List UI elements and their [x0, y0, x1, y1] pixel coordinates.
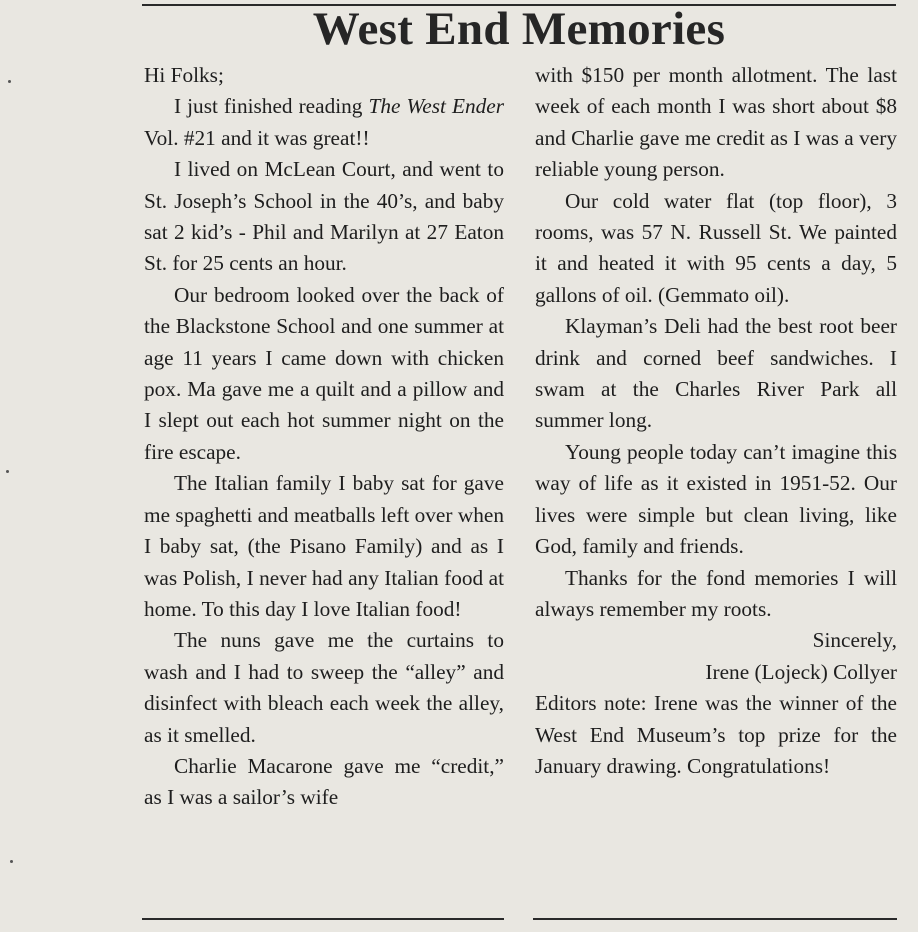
- paragraph: Klayman’s Deli had the best root beer drink and corned beef sandwiches. I swam at the Charles River Park all summer long.: [535, 314, 897, 433]
- paragraph: Our cold water flat (top floor), 3 rooms, was 57 N. Russell St. We painted it and heated it with 95 cents a day, 5 gallons of oil. (Gemmato oil).: [535, 188, 897, 307]
- article-title: West End Memories: [312, 3, 726, 55]
- paragraph: with $150 per month allotment. The last week of each month I was short about $8 and Charlie gave me credit as I was a very reliable young person.: [535, 63, 897, 182]
- paragraph: The nuns gave me the curtains to wash and I had to sweep the “alley” and disinfect with bleach each week the alley, as it smelled.: [144, 628, 504, 747]
- scan-speck: [8, 80, 11, 83]
- bottom-rule-right: [533, 918, 897, 920]
- paragraph: Thanks for the fond memories I will always remember my roots.: [535, 565, 897, 621]
- paragraph: Our bedroom looked over the back of the Blackstone School and one summer at age 11 years I came down with chicken pox. Ma gave me a quilt and a pillow and I slept out each hot summer night on the fire escape.: [144, 282, 504, 464]
- greeting: Hi Folks;: [144, 63, 224, 87]
- scan-speck: [6, 470, 9, 473]
- paragraph: I lived on McLean Court, and went to St. Joseph’s School in the 40’s, and baby sat 2 kid’s - Phil and Marilyn at 27 Eaton St. for 25 cents an hour.: [144, 157, 504, 276]
- left-column: [144, 60, 504, 814]
- publication-name: The West Ender: [368, 94, 505, 119]
- paragraph: Young people today can’t imagine this way of life as it existed in 1951-52. Our lives were simple but clean living, like God, family and friends.: [535, 439, 897, 559]
- closing: Sincerely,: [812, 628, 897, 653]
- scan-speck: [10, 860, 13, 863]
- editors-note: Editors note: Irene was the winner of the West End Museum’s top prize for the January drawing. Congratulations!: [535, 691, 897, 778]
- paragraph: Charlie Macarone gave me “credit,” as I was a sailor’s wife: [144, 753, 504, 810]
- right-column: [535, 60, 897, 782]
- paragraph: I just finished reading The West Ender Vol. #21 and it was great!!: [144, 94, 505, 150]
- bottom-rule-left: [142, 918, 504, 920]
- signature: Irene (Lojeck) Collyer: [705, 659, 897, 684]
- paragraph: The Italian family I baby sat for gave me spaghetti and meatballs left over when I baby sat, (the Pisano Family) and as I was Polish, I never had any Italian food at home. To this day I love Italian food!: [144, 471, 504, 621]
